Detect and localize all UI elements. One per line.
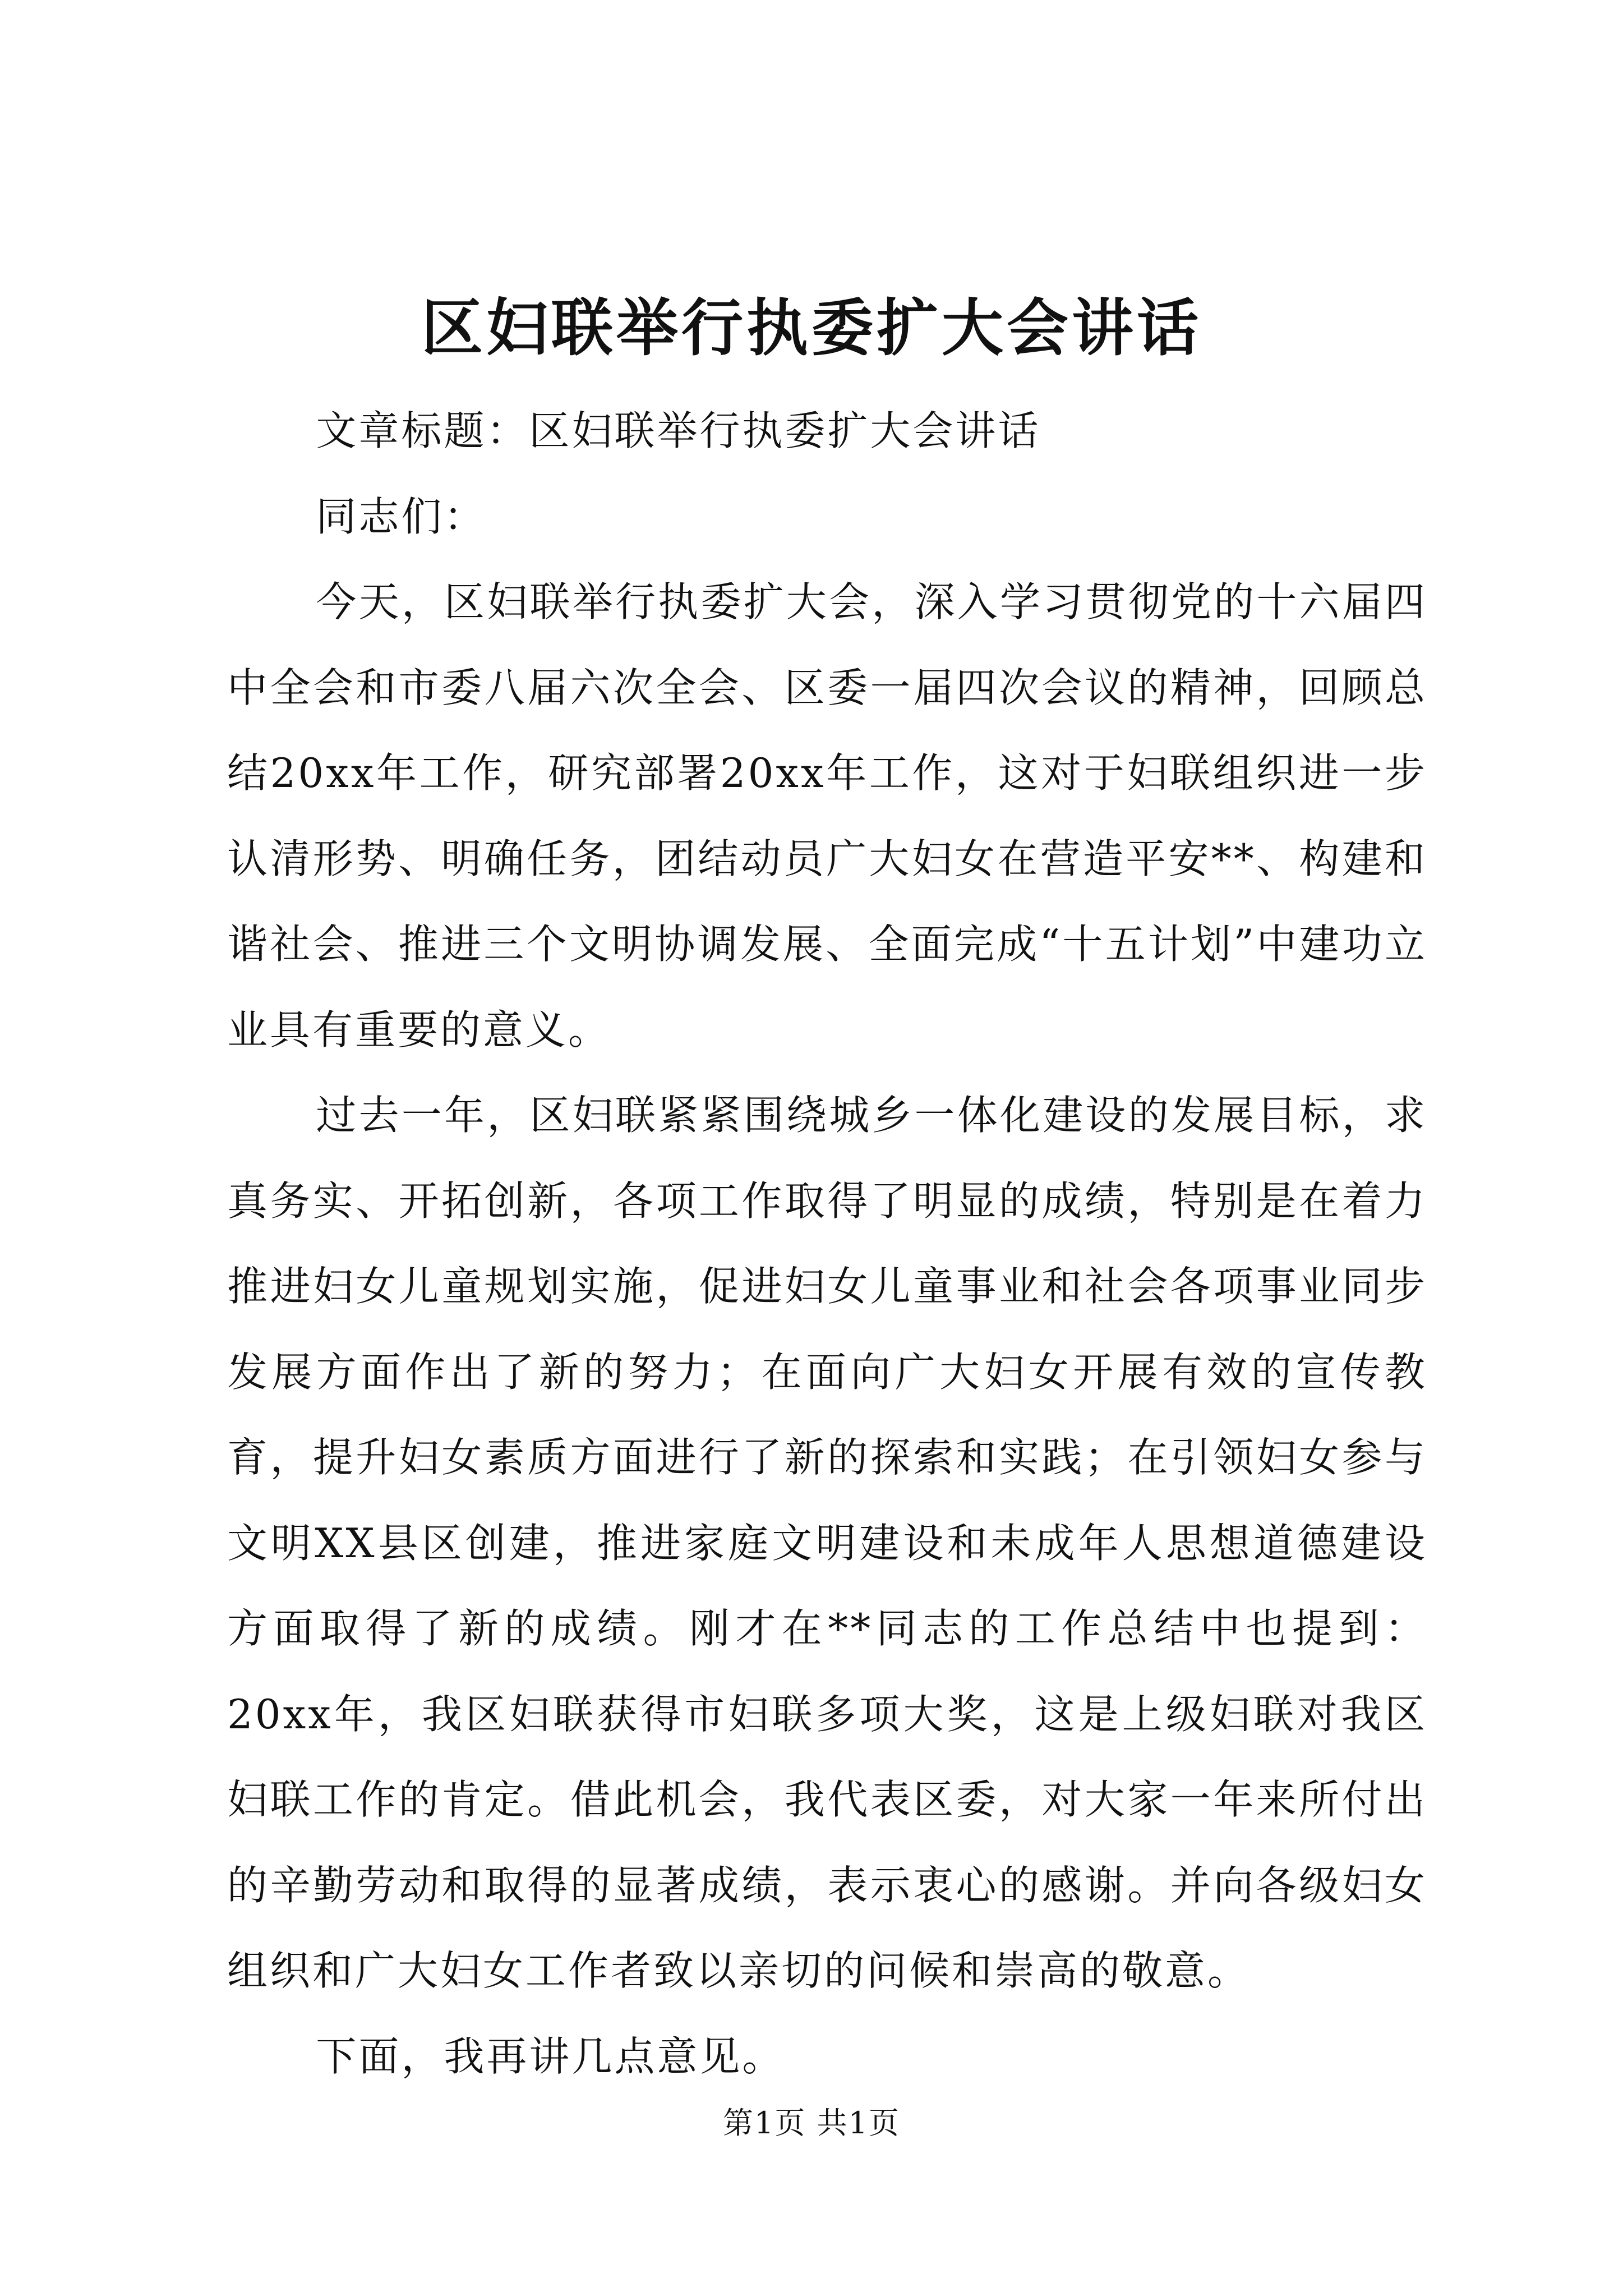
salutation: 同志们： — [316, 493, 487, 540]
article-title-line: 文章标题：区妇联举行执委扩大会讲话 — [316, 407, 1041, 454]
document-body — [227, 388, 1427, 2099]
paragraph-1: 今天，区妇联举行执委扩大会，深入学习贯彻党的十六届四中全会和市委八届六次全会、区委一届四次会议的精神，回顾总结20xx年工作，研究部署20xx年工作，这对于妇联组织进一步认清形势、明确任务，团结动员广大妇女在营造平安**、构建和谐社会、推进三个文明协调发展、全面完成“十五计划”中建功立业具有重要的意义。 — [227, 578, 1427, 1053]
page-footer: 第1页 共1页 — [723, 2105, 900, 2141]
paragraph-2: 过去一年，区妇联紧紧围绕城乡一体化建设的发展目标，求真务实、开拓创新，各项工作取得了明显的成绩，特别是在着力推进妇女儿童规划实施，促进妇女儿童事业和社会各项事业同步发展方面作出了新的努力；在面向广大妇女开展有效的宣传教育，提升妇女素质方面进行了新的探索和实践；在引领妇女参与文明XX县区创建，推进家庭文明建设和未成年人思想道德建设方面取得了新的成绩。刚才在**同志的工作总结中也提到：20xx年，我区妇联获得市妇联多项大奖，这是上级妇联对我区妇联工作的肯定。借此机会，我代表区委，对大家一年来所付出的辛勤劳动和取得的显著成绩，表示衷心的感谢。并向各级妇女组织和广大妇女工作者致以亲切的问候和崇高的敬意。 — [227, 1092, 1427, 1994]
paragraph-3: 下面，我再讲几点意见。 — [316, 2032, 785, 2080]
document-title: 区妇联举行执委扩大会讲话 — [421, 292, 1202, 364]
